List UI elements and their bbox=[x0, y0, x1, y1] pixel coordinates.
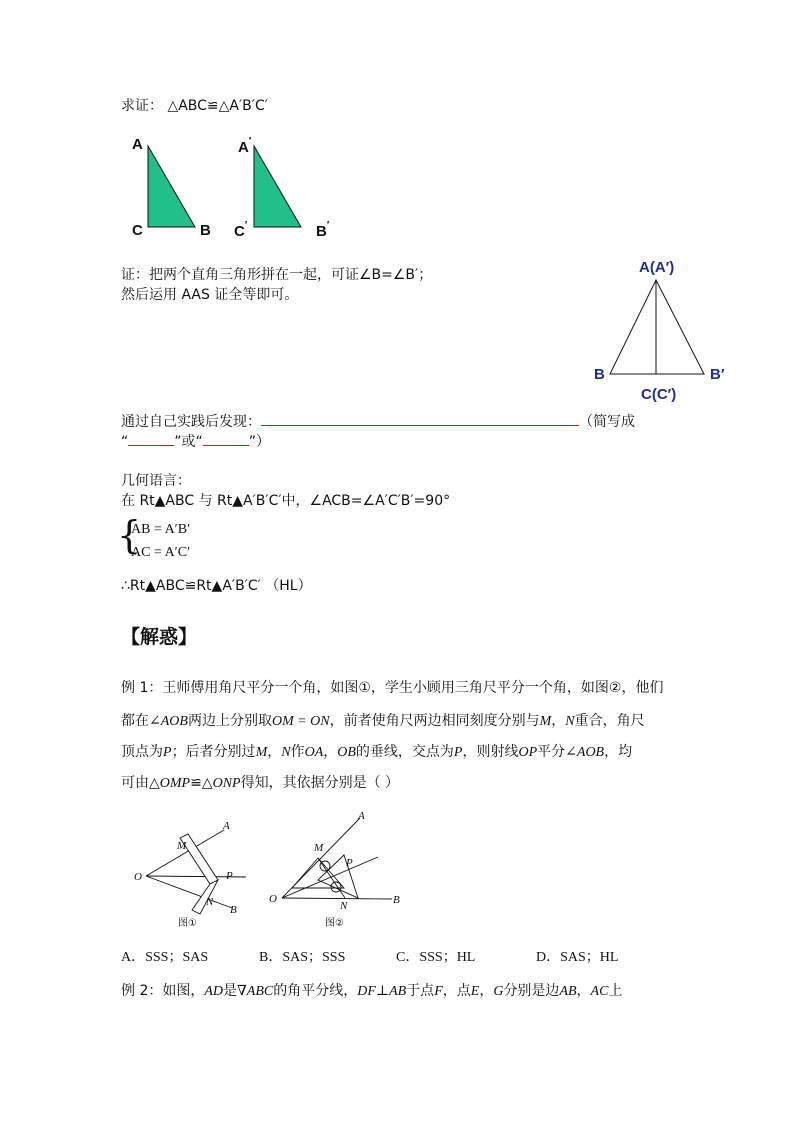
option-b[interactable]: B．SAS；SSS bbox=[259, 950, 346, 965]
option-a[interactable]: A．SSS；SAS bbox=[121, 950, 209, 965]
example1-line2: 都在∠AOB两边上分别取OM = ON，前者使角尺两边相同刻度分别与M，N重合，角尺 bbox=[121, 713, 645, 729]
proof-goal: 求证： △ABC≌△A′B′C′ bbox=[121, 98, 268, 114]
example1-line3: 顶点为P；后者分别过M，N作OA，OB的垂线，交点为P，则射线OP平分∠AOB，均 bbox=[121, 744, 633, 760]
equation-ab: AB = A′B′ bbox=[131, 522, 191, 537]
fig1-label-o: O bbox=[134, 871, 142, 883]
fig1-label-n: N bbox=[206, 896, 214, 908]
fig2-label-b: B bbox=[393, 894, 400, 906]
section-heading: 【解惑】 bbox=[121, 626, 198, 648]
label-c-prime: C′ bbox=[234, 220, 248, 240]
example1-line4: 可由△OMP≌△ONP得知，其依据分别是（ ） bbox=[121, 775, 400, 791]
fig1-label-m: M bbox=[177, 840, 187, 852]
figure-1-caption: 图① bbox=[178, 918, 197, 929]
equation-brace: { bbox=[117, 513, 142, 557]
figure-2-caption: 图② bbox=[325, 918, 344, 929]
proof-line-2: 然后运用 AAS 证全等即可。 bbox=[121, 287, 299, 303]
option-d[interactable]: D．SAS；HL bbox=[536, 950, 619, 965]
label-a-a-prime: A(A′) bbox=[639, 259, 675, 276]
label-c: C bbox=[132, 222, 143, 239]
example2-line1: 例 2：如图，AD是∇ABC的角平分线，DF⊥AB于点F，点E，G分别是边AB，AC上 bbox=[121, 983, 623, 999]
fig2-label-n: N bbox=[340, 900, 348, 912]
fig2-label-p: P bbox=[346, 857, 353, 869]
label-b-prime: B′ bbox=[316, 220, 330, 240]
geo-lang-title: 几何语言： bbox=[121, 473, 191, 489]
fig1-label-a: A bbox=[223, 820, 230, 832]
fig1-label-p: P bbox=[226, 870, 233, 882]
label-b-left: B bbox=[594, 366, 605, 383]
fig2-label-o: O bbox=[269, 893, 277, 905]
fig2-label-a: A bbox=[358, 810, 365, 822]
label-b: B bbox=[200, 222, 211, 239]
geo-lang-conclusion: ∴Rt▲ABC≌Rt▲A′B′C′ （HL） bbox=[121, 578, 312, 594]
fig1-label-b: B bbox=[230, 904, 237, 916]
label-c-c-prime: C(C′) bbox=[641, 386, 677, 403]
geo-lang-condition: 在 Rt▲ABC 与 Rt▲A′B′C′中，∠ACB=∠A′C′B′=90° bbox=[121, 493, 451, 509]
label-b-prime-right: B′ bbox=[710, 366, 725, 383]
label-a: A bbox=[132, 136, 143, 153]
option-c[interactable]: C．SSS；HL bbox=[396, 950, 476, 965]
equation-ac: AC = A′C′ bbox=[131, 545, 191, 560]
discovery-line: 通过自己实践后发现： （简写成 bbox=[121, 410, 635, 432]
fig2-label-m: M bbox=[314, 842, 324, 854]
discovery-line-2: “ ”或“ ”） bbox=[121, 430, 270, 452]
example1-line1: 例 1：王师傅用角尺平分一个角，如图①，学生小顾用三角尺平分一个角，如图②，他们 bbox=[121, 680, 664, 696]
proof-line-1: 证：把两个直角三角形拼在一起，可证∠B=∠B′； bbox=[121, 267, 433, 283]
label-a-prime: A′ bbox=[238, 136, 252, 156]
